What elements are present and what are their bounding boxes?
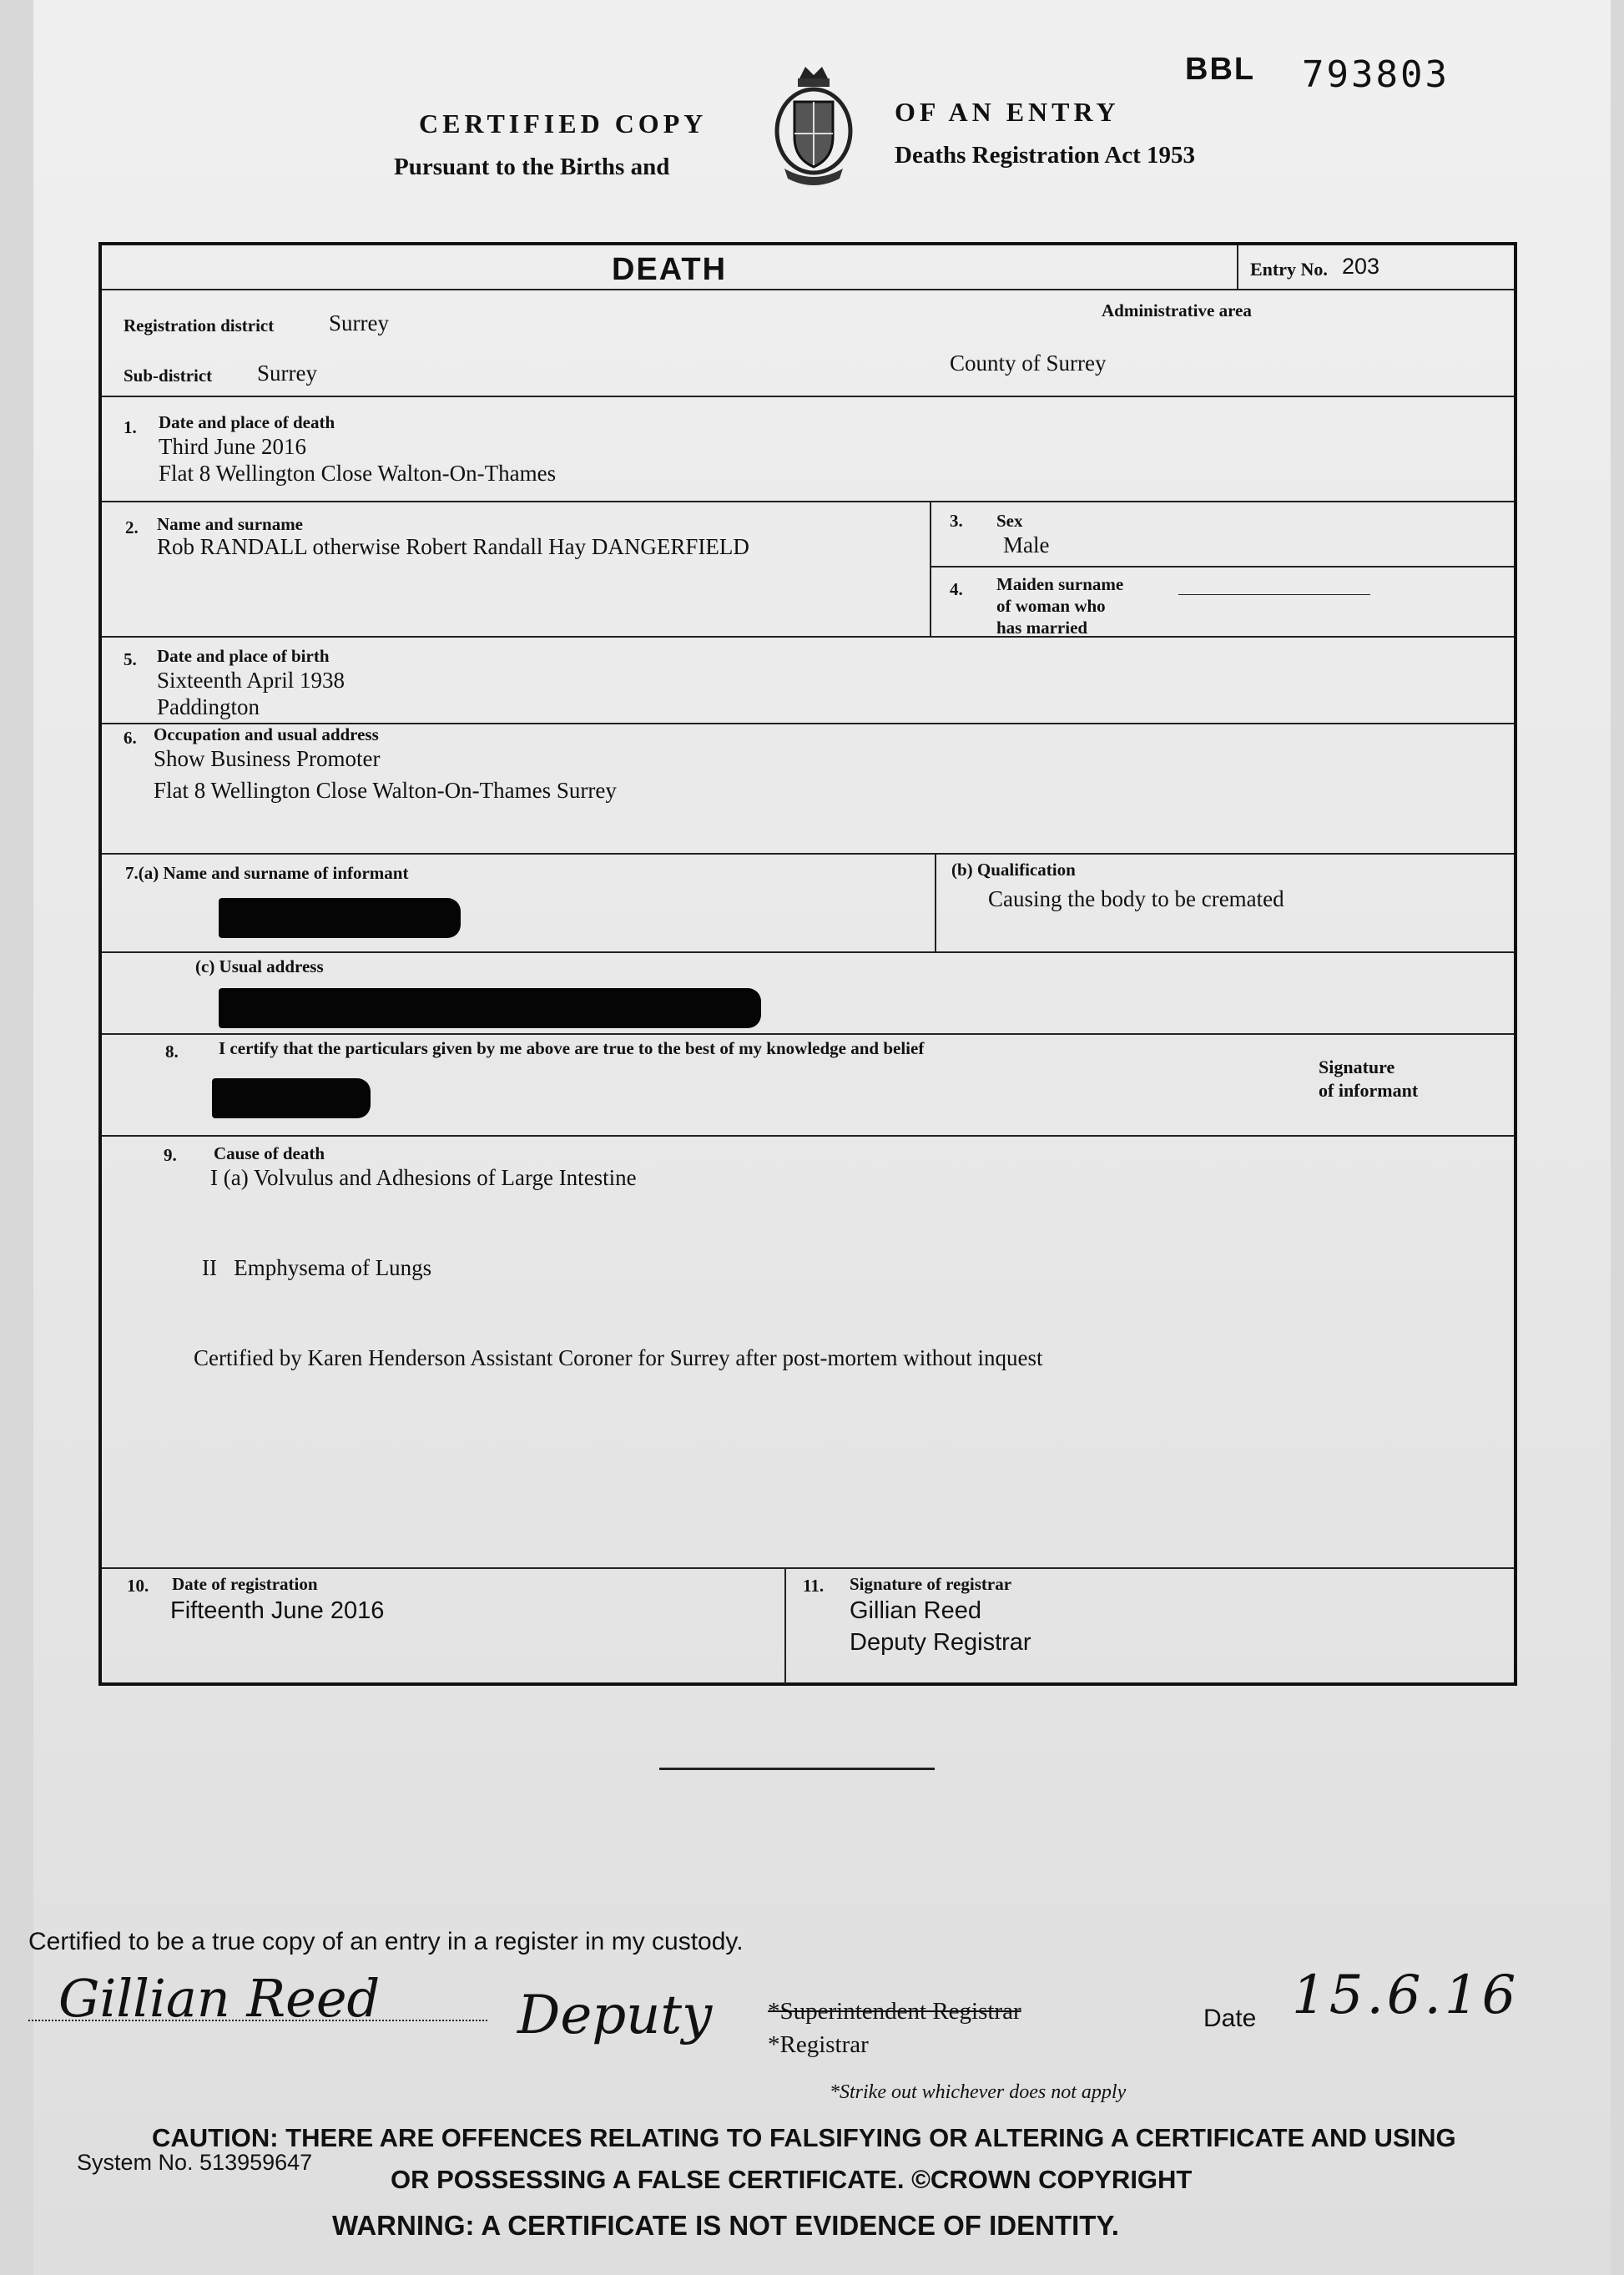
field-2-number: 2. [125,517,139,537]
date-of-registration: Fifteenth June 2016 [170,1597,385,1624]
sex-label: Sex [996,511,1023,531]
date-of-death: Third June 2016 [159,434,306,459]
maiden-surname-label-3: has married [996,618,1088,638]
qualification-label: (b) Qualification [951,860,1076,880]
system-number: System No. 513959647 [77,2150,313,2175]
caution-line-2: OR POSSESSING A FALSE CERTIFICATE. ©CROWN COPYRIGHT [391,2165,1193,2194]
superintendent-registrar-struck: *Superintendent Registrar [768,1998,1021,2025]
signature-of-registrar-label: Signature of registrar [850,1574,1012,1594]
name-surname-label: Name and surname [157,514,304,534]
registrar-option: *Registrar [768,2031,869,2058]
date-place-birth-label: Date and place of birth [157,646,330,666]
deceased-name: Rob RANDALL otherwise Robert Randall Hay DANGERFIELD [157,534,749,559]
certified-by: Certified by Karen Henderson Assistant Coroner for Surrey after post-mortem without inquest [194,1345,1043,1370]
form-title: DEATH [611,252,728,287]
header-of-an-entry: OF AN ENTRY [895,97,1120,127]
entry-no-value: 203 [1342,254,1380,279]
field-8-number: 8. [165,1042,179,1062]
handwritten-date: 15.6.16 [1292,1965,1520,2026]
field-9-number: 9. [164,1145,177,1165]
registration-district-label: Registration district [124,315,275,335]
date-label: Date [1203,2005,1257,2032]
date-of-registration-label: Date of registration [172,1574,318,1594]
certified-true-copy-line: Certified to be a true copy of an entry in a register in my custody. [28,1928,744,1955]
administrative-area-label: Administrative area [1102,300,1252,320]
field-11-number: 11. [803,1576,825,1596]
warning-line: WARNING: A CERTIFICATE IS NOT EVIDENCE OF IDENTITY. [332,2210,1119,2241]
field-3-number: 3. [950,511,963,531]
cause-of-death-1: I (a) Volvulus and Adhesions of Large Intestine [210,1165,637,1190]
registrar-title: Deputy Registrar [850,1629,1031,1656]
signature-of-informant-label-1: Signature [1319,1057,1395,1077]
date-of-birth: Sixteenth April 1938 [157,668,345,693]
death-entry-form [98,242,1517,1686]
occupation: Show Business Promoter [154,746,381,771]
cause-of-death-label: Cause of death [214,1143,325,1163]
place-of-birth: Paddington [157,694,260,719]
usual-address: Flat 8 Wellington Close Walton-On-Thames Surrey [154,778,617,803]
signature-of-informant-label-2: of informant [1319,1080,1419,1101]
strike-out-note: *Strike out whichever does not apply [830,2081,1127,2103]
sub-district-value: Surrey [257,361,317,386]
redacted-informant-address [219,988,761,1028]
field-6-number: 6. [124,728,137,748]
royal-crest-icon [768,60,860,194]
entry-no-label: Entry No. [1250,259,1328,280]
sex-value: Male [1003,532,1050,557]
divider-line [659,1768,935,1770]
maiden-surname-label-2: of woman who [996,596,1106,616]
field-4-number: 4. [950,579,963,599]
informant-name-label: 7.(a) Name and surname of informant [125,863,409,883]
sub-district-label: Sub-district [124,366,213,386]
redacted-informant-name [219,898,461,938]
informant-certify-text: I certify that the particulars given by me above are true to the best of my knowledge and belief [219,1038,925,1058]
caution-line-1: CAUTION: THERE ARE OFFENCES RELATING TO FALSIFYING OR ALTERING A CERTIFICATE AND USING [152,2123,1456,2152]
maiden-surname-label-1: Maiden surname [996,574,1124,594]
serial-number: 793803 [1302,53,1450,96]
registrar-name: Gillian Reed [850,1597,981,1624]
administrative-area-value: County of Surrey [950,351,1107,376]
registration-district-value: Surrey [329,310,389,335]
header-certified-copy: CERTIFIED COPY [419,108,708,139]
header-act: Deaths Registration Act 1953 [895,142,1196,169]
serial-prefix: BBL [1185,52,1256,87]
date-place-death-label: Date and place of death [159,412,335,432]
handwritten-signature: Gillian Reed [58,1968,381,2029]
field-5-number: 5. [124,649,137,669]
qualification-value: Causing the body to be cremated [988,886,1284,911]
header-pursuant: Pursuant to the Births and [394,154,670,180]
cause-of-death-2: II Emphysema of Lungs [202,1255,432,1280]
occupation-address-label: Occupation and usual address [154,724,379,744]
field-10-number: 10. [127,1576,149,1596]
informant-address-label: (c) Usual address [195,956,324,976]
redacted-informant-signature [212,1078,371,1118]
field-1-number: 1. [124,417,137,437]
place-of-death: Flat 8 Wellington Close Walton-On-Thames [159,461,557,486]
handwritten-deputy: Deputy [517,1985,713,2046]
